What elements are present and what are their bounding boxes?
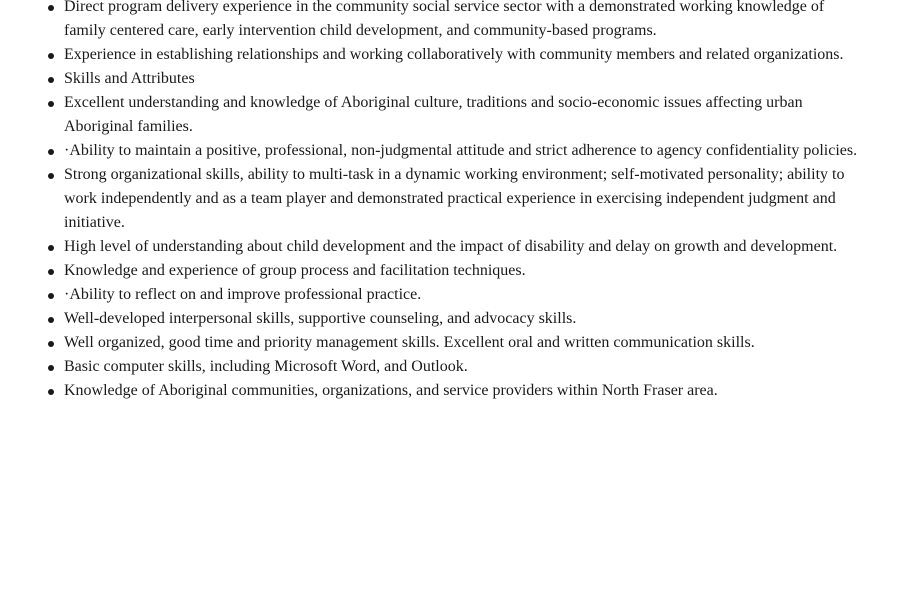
list-item [64, 259, 869, 283]
list-item [64, 139, 869, 163]
bullet-icon [48, 5, 54, 11]
bullet-icon [48, 365, 54, 371]
list-item [64, 67, 869, 91]
list-item [64, 355, 869, 379]
bullet-icon [48, 317, 54, 323]
list-item-text: Well-developed interpersonal skills, supportive counseling, and advocacy skills. [64, 310, 577, 327]
list-item-text: ·Ability to maintain a positive, professional, non-judgmental attitude and strict adherence to agency confidentiality policies. [64, 142, 858, 159]
list-item-text: Skills and Attributes [64, 70, 195, 87]
qualifications-list [64, 0, 869, 403]
list-item [64, 379, 869, 403]
list-item [64, 283, 869, 307]
bullet-icon [48, 53, 54, 59]
bullet-icon [48, 173, 54, 179]
bullet-icon [48, 101, 54, 107]
list-item [64, 235, 869, 259]
list-item-text: Knowledge and experience of group process and facilitation techniques. [64, 262, 526, 279]
bullet-icon [48, 149, 54, 155]
list-item [64, 43, 869, 67]
bullet-icon [48, 245, 54, 251]
list-item-text: High level of understanding about child development and the impact of disability and delay on growth and development. [64, 238, 838, 255]
list-item-text: Knowledge of Aboriginal communities, organizations, and service providers within North Fraser area. [64, 382, 718, 399]
list-item-text: Experience in establishing relationships and working collaboratively with community members and related organizations. [64, 46, 844, 63]
bullet-icon [48, 389, 54, 395]
bullet-icon [48, 293, 54, 299]
bullet-icon [48, 269, 54, 275]
bullet-icon [48, 77, 54, 83]
list-item-text: Strong organizational skills, ability to multi-task in a dynamic working environment; self-motivated personality; ability to work independently and as a team player and demonstrated practical experience in exercising independent judgment and initiative. [64, 166, 845, 231]
bullet-icon [48, 341, 54, 347]
list-item-text: Basic computer skills, including Microsoft Word, and Outlook. [64, 358, 468, 375]
list-item-text: Well organized, good time and priority management skills. Excellent oral and written communication skills. [64, 334, 755, 351]
list-item [64, 331, 869, 355]
list-item [64, 0, 869, 43]
list-item-text: Excellent understanding and knowledge of Aboriginal culture, traditions and socio-economic issues affecting urban Aboriginal families. [64, 94, 803, 135]
list-item [64, 91, 869, 139]
list-item [64, 307, 869, 331]
list-item [64, 163, 869, 235]
list-item-text: Direct program delivery experience in the community social service sector with a demonstrated working knowledge of family centered care, early intervention child development, and community-based programs. [64, 0, 825, 39]
list-item-text: ·Ability to reflect on and improve professional practice. [64, 286, 422, 303]
